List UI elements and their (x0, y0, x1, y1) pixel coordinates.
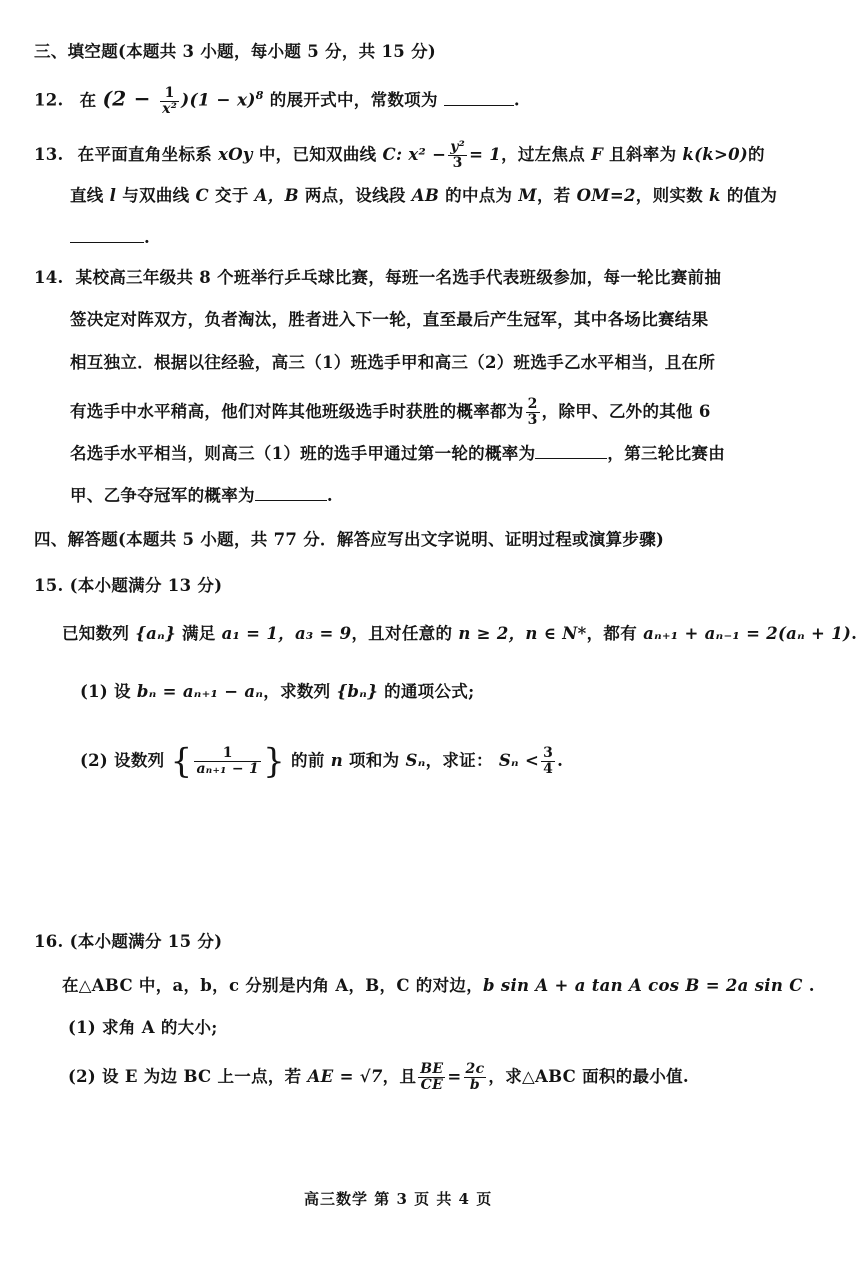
math-expr: AE = √7 (307, 1067, 383, 1086)
question-13-line-3 (70, 226, 150, 250)
fraction-denominator: 3 (527, 412, 538, 428)
math-symbol: n (330, 751, 343, 770)
math-expr: {aₙ} (135, 624, 176, 643)
right-brace: } (263, 741, 285, 782)
fraction (448, 140, 467, 171)
question-text: 签决定对阵双方，负者淘汰，胜者进入下一轮，直至最后产生冠军，其中各场比赛结果 (70, 310, 709, 329)
question-14-line-2 (70, 308, 708, 332)
question-text: ，求证： (425, 751, 493, 770)
fraction-numerator: 1 (194, 746, 261, 762)
math-symbol: l (109, 186, 117, 205)
math-expr: b sin A + a tan A cos B = 2a sin C (483, 976, 803, 995)
math-symbol: AB (411, 186, 440, 205)
question-16-header (34, 930, 222, 954)
question-16-stem (62, 974, 815, 998)
math-symbol: C (195, 186, 209, 205)
question-14-line-1 (34, 266, 721, 290)
fraction-denominator: CE (420, 1077, 444, 1093)
answer-blank[interactable] (70, 226, 144, 243)
math-symbol: C: (382, 145, 403, 164)
math-symbol: k (709, 186, 721, 205)
part-label: (1) (68, 1018, 96, 1037)
question-text: ，且对任意的 (351, 624, 453, 643)
question-text: 在△ABC 中，a，b，c 分别是内角 A，B，C 的对边， (62, 976, 484, 995)
punctuation: . (326, 486, 333, 505)
question-14-line-4 (70, 397, 711, 428)
fraction-numerator: 2c (465, 1061, 485, 1077)
question-text: 名选手水平相当，则高三（1）班的选手甲通过第一轮的概率为 (70, 444, 536, 463)
footer-text: 高三数学 第 3 页 共 4 页 (304, 1190, 493, 1208)
math-symbol: = (447, 1067, 462, 1086)
math-expr: bₙ = aₙ₊₁ − aₙ (136, 682, 264, 701)
part-label: (1) (80, 682, 108, 701)
answer-blank[interactable] (444, 89, 514, 106)
question-text: 两点，设线段 (304, 186, 406, 205)
math-expr: {bₙ} (336, 682, 379, 701)
question-number: 13. (34, 145, 64, 164)
question-number: 15. (34, 576, 64, 595)
question-text: 项和为 (349, 751, 400, 770)
question-text: 的中点为 (445, 186, 513, 205)
question-text: ，求△ABC 面积的最小值. (488, 1067, 689, 1086)
math-symbol: M (518, 186, 537, 205)
question-text: 求角 A 的大小; (102, 1018, 218, 1037)
punctuation: . (851, 624, 857, 643)
question-text: 的 (748, 145, 765, 164)
fraction-denominator: aₙ₊₁ − 1 (196, 761, 260, 777)
question-12 (34, 84, 520, 117)
section-heading-fill-in (34, 40, 436, 64)
question-text: ，都有 (586, 624, 638, 643)
fraction (160, 86, 179, 117)
question-16-part-1 (68, 1016, 218, 1040)
fraction-numerator: y² (450, 139, 466, 155)
fraction-denominator: 4 (543, 761, 554, 777)
question-text: ，求数列 (263, 682, 331, 701)
fraction-numerator: 2 (527, 396, 538, 412)
question-text: 的通项公式; (384, 682, 475, 701)
math-expr: aₙ₊₁ + aₙ₋₁ = 2(aₙ + 1) (643, 624, 852, 643)
question-text: 中，已知双曲线 (258, 145, 377, 164)
question-text: 且斜率为 (609, 145, 677, 164)
question-text: 直线 (70, 186, 104, 205)
question-13-line-1 (34, 140, 765, 171)
question-text: ，则实数 (635, 186, 703, 205)
math-expr: Sₙ < (498, 751, 540, 770)
question-text: 的值为 (726, 186, 778, 205)
math-expr: OM=2 (576, 186, 636, 205)
punctuation: . (513, 90, 520, 110)
math-expr: = 1 (469, 145, 502, 164)
math-symbol: F (591, 145, 604, 164)
question-text: 设数列 (114, 751, 165, 770)
question-15-part-1 (80, 680, 474, 704)
math-symbol: xOy (218, 145, 253, 164)
section-heading-solutions (34, 528, 664, 552)
punctuation: . (144, 228, 151, 247)
fraction (526, 397, 540, 428)
math-expr: n ≥ 2，n ∈ N* (458, 624, 587, 643)
math-expr: )(1 − x) (181, 90, 256, 111)
question-text: 设 (114, 682, 131, 701)
fraction-numerator: 3 (543, 745, 554, 761)
fraction-numerator: BE (420, 1061, 444, 1077)
question-15-header (34, 574, 222, 598)
question-15-part-2 (80, 741, 564, 782)
question-15-stem (62, 622, 857, 646)
math-expr: x² − (408, 145, 447, 164)
math-expr: (2 − (102, 86, 159, 111)
question-14-line-6 (70, 484, 333, 508)
question-number: 16. (34, 932, 64, 951)
fraction (418, 1062, 445, 1093)
fraction (541, 746, 555, 777)
question-text: 的展开式中，常数项为 (269, 90, 438, 110)
page-footer (304, 1188, 492, 1209)
question-text: ，第三轮比赛由 (607, 444, 725, 463)
section-heading-text: 三、填空题(本题共 3 小题，每小题 5 分，共 15 分) (34, 42, 437, 61)
math-expr: k(k>0) (682, 145, 749, 164)
fraction-numerator: 1 (160, 86, 179, 102)
section-heading-text: 四、解答题(本题共 5 小题，共 77 分．解答应写出文字说明、证明过程或演算步骤) (34, 530, 665, 549)
part-label: (2) (68, 1067, 96, 1086)
exponent: 8 (255, 89, 264, 102)
fraction (464, 1062, 487, 1093)
question-text: 某校高三年级共 8 个班举行乒乓球比赛，每班一名选手代表班级参加，每一轮比赛前抽 (75, 268, 722, 287)
punctuation: . (808, 976, 815, 995)
fraction-denominator: x² (162, 100, 178, 117)
question-16-part-2 (68, 1062, 689, 1093)
question-13-line-2 (70, 184, 777, 208)
answer-blank[interactable] (535, 442, 607, 459)
fraction-denominator: 3 (452, 155, 463, 171)
question-text: 在平面直角坐标系 (77, 145, 213, 164)
question-number: 12. (34, 90, 64, 110)
question-text: 在 (79, 90, 97, 110)
answer-blank[interactable] (255, 484, 327, 501)
math-symbol: A，B (254, 186, 299, 205)
question-score: (本小题满分 15 分) (69, 932, 223, 951)
question-text: 甲、乙争夺冠军的概率为 (70, 486, 255, 505)
question-number: 14. (34, 268, 64, 287)
question-text: ，除甲、乙外的其他 6 (541, 402, 711, 421)
math-expr: a₁ = 1，a₃ = 9 (221, 624, 352, 643)
punctuation: . (557, 751, 564, 770)
question-text: 与双曲线 (122, 186, 190, 205)
question-text: 交于 (215, 186, 249, 205)
math-symbol: Sₙ (405, 751, 426, 770)
question-text: ，过左焦点 (501, 145, 586, 164)
question-text: ，且 (382, 1067, 417, 1086)
question-text: 相互独立．根据以往经验，高三（1）班选手甲和高三（2）班选手乙水平相当，且在所 (70, 353, 716, 372)
question-text: 已知数列 (62, 624, 130, 643)
question-14-line-3 (70, 351, 715, 375)
fraction (194, 746, 261, 777)
question-text: 设 E 为边 BC 上一点，若 (102, 1067, 302, 1086)
question-text: ，若 (536, 186, 571, 205)
left-brace: { (170, 741, 193, 782)
question-text: 的前 (291, 751, 325, 770)
question-14-line-5 (70, 442, 725, 466)
question-text: 满足 (181, 624, 216, 643)
question-text: 有选手中水平稍高，他们对阵其他班级选手时获胜的概率都为 (70, 402, 524, 421)
question-score: (本小题满分 13 分) (69, 576, 223, 595)
part-label: (2) (80, 751, 108, 770)
fraction-denominator: b (469, 1077, 481, 1093)
